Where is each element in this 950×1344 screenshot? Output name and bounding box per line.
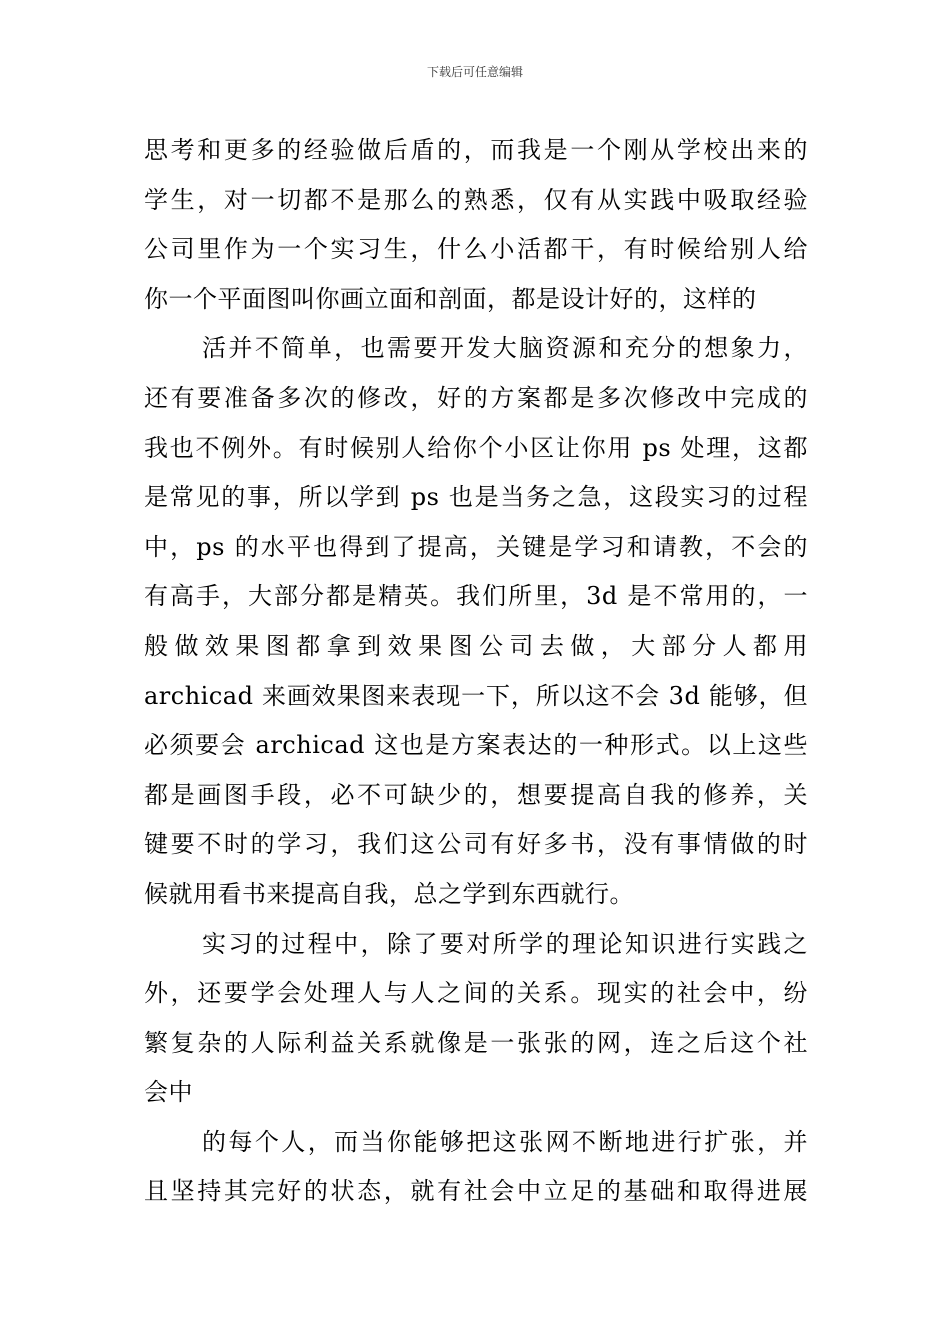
text-line: 候就用看书来提高自我，总之学到东西就行。 [144, 879, 634, 908]
text-line: 我也不例外。有时候别人给你个小区让你用 ps 处理，这都 [144, 433, 808, 462]
text-line: 活并不简单，也需要开发大脑资源和充分的想象力， [202, 334, 808, 363]
text-line: 学生，对一切都不是那么的熟悉，仅有从实践中吸取经验 [144, 185, 808, 214]
text-line: 的每个人，而当你能够把这张网不断地进行扩张，并 [202, 1127, 808, 1156]
text-line: 必须要会 archicad 这也是方案表达的一种形式。以上这些 [144, 731, 808, 760]
text-line: 公司里作为一个实习生，什么小活都干，有时候给别人给 [144, 235, 808, 264]
text-line: 都是画图手段，必不可缺少的，想要提高自我的修养，关 [144, 780, 808, 809]
document-body [144, 126, 808, 1217]
text-line: 思考和更多的经验做后盾的，而我是一个刚从学校出来的 [144, 136, 808, 164]
page-header: 下载后可任意编辑 [426, 65, 523, 79]
text-line: 还有要准备多次的修改，好的方案都是多次修改中完成的 [144, 383, 808, 412]
text-line: 且坚持其完好的状态，就有社会中立足的基础和取得进展 [144, 1177, 808, 1206]
text-line: 有高手，大部分都是精英。我们所里，3d 是不常用的，一 [144, 582, 808, 611]
text-line: 键要不时的学习，我们这公司有好多书，没有事情做的时 [144, 830, 808, 859]
text-line: 实习的过程中，除了要对所学的理论知识进行实践之 [202, 929, 808, 958]
text-line: 中，ps 的水平也得到了提高，关键是学习和请教，不会的 [144, 532, 808, 561]
text-line: 你一个平面图叫你画立面和剖面，都是设计好的，这样的 [144, 284, 757, 313]
text-line: 般做效果图都拿到效果图公司去做，大部分人都用 [144, 631, 808, 660]
text-line: archicad 来画效果图来表现一下，所以这不会 3d 能够，但 [144, 681, 808, 710]
text-line: 是常见的事，所以学到 ps 也是当务之急，这段实习的过程 [144, 483, 808, 512]
text-line: 外，还要学会处理人与人之间的关系。现实的社会中，纷 [144, 979, 808, 1008]
text-line: 会中 [144, 1078, 193, 1107]
text-line: 繁复杂的人际利益关系就像是一张张的网，连之后这个社 [144, 1028, 808, 1057]
